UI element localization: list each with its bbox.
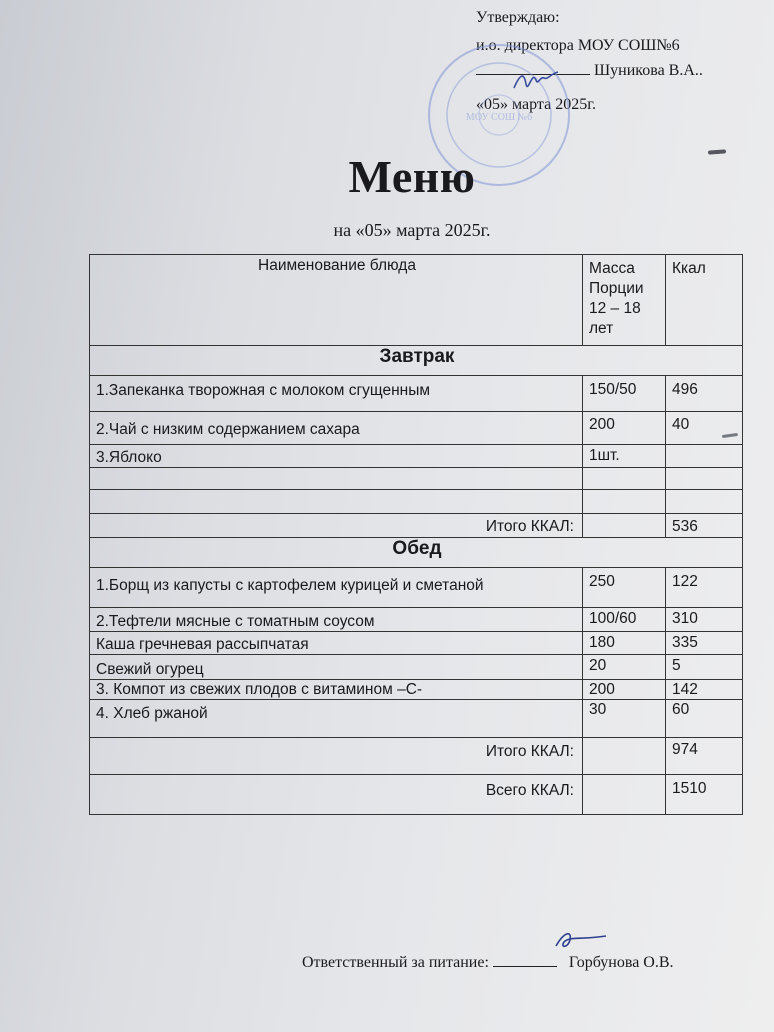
dish-name: 2.Чай с низким содержанием сахара: [90, 412, 583, 445]
table-row: [90, 412, 743, 445]
table-row: [90, 568, 743, 608]
footer-label: Ответственный за питание:: [302, 954, 489, 971]
breakfast-total-mass: [583, 514, 666, 538]
lunch-total-label: Итого ККАЛ:: [90, 738, 583, 775]
director-signature-icon: [512, 66, 562, 96]
dish-name: 1.Борщ из капусты с картофелем курицей и сметаной: [90, 568, 583, 608]
menu-table: [89, 254, 743, 815]
dish-mass: 20: [583, 655, 666, 680]
table-row: [90, 608, 743, 632]
dish-mass: 180: [583, 632, 666, 655]
section-breakfast-label: Завтрак: [90, 346, 743, 376]
dish-name: 4. Хлеб ржаной: [90, 700, 583, 738]
dish-mass: 200: [583, 412, 666, 445]
dish-name: [90, 468, 583, 490]
dish-mass: 250: [583, 568, 666, 608]
table-row: [90, 655, 743, 680]
dish-name: [90, 490, 583, 514]
section-lunch-label: Обед: [90, 538, 743, 568]
page-subtitle: на «05» марта 2025г.: [333, 220, 491, 240]
dish-kcal: 122: [666, 568, 743, 608]
dish-name: Свежий огурец: [90, 655, 583, 680]
table-row: [90, 680, 743, 700]
stamp-text: МОУ СОШ №6: [465, 112, 533, 123]
lunch-total-mass: [583, 738, 666, 775]
page-title: Меню: [348, 151, 476, 202]
dish-name: Каша гречневая рассыпчатая: [90, 632, 583, 655]
dish-kcal: 5: [666, 655, 743, 680]
dish-kcal: [666, 490, 743, 514]
header-kcal: Ккал: [666, 255, 743, 346]
table-row: [90, 376, 743, 412]
lunch-total-value: 974: [666, 738, 743, 775]
approval-signer: Шуникова В.А..: [594, 62, 703, 79]
dish-mass: 100/60: [583, 608, 666, 632]
dish-kcal: 496: [666, 376, 743, 412]
dish-mass: 150/50: [583, 376, 666, 412]
dish-kcal: 60: [666, 700, 743, 738]
table-row: [90, 632, 743, 655]
approval-date: «05» марта 2025г.: [476, 96, 596, 113]
dish-mass: [583, 490, 666, 514]
dish-kcal: 142: [666, 680, 743, 700]
grand-total-label: Всего ККАЛ:: [90, 775, 583, 815]
dish-mass: 1шт.: [583, 445, 666, 468]
grand-total-value: 1510: [666, 775, 743, 815]
dish-mass: 30: [583, 700, 666, 738]
dish-kcal: 40: [666, 412, 743, 445]
approval-heading: Утверждаю:: [476, 9, 560, 26]
header-portion-mass: Масса Порции 12 – 18 лет: [583, 255, 666, 346]
table-row: [90, 490, 743, 514]
footer-signature-underline: [493, 952, 557, 967]
table-header-row: [90, 255, 743, 346]
breakfast-total-label: Итого ККАЛ:: [90, 514, 583, 538]
grand-total-mass: [583, 775, 666, 815]
lunch-total-row: [90, 738, 743, 775]
table-row: [90, 468, 743, 490]
dish-name: 3. Компот из свежих плодов с витамином –С-: [90, 680, 583, 700]
grand-total-row: [90, 775, 743, 815]
table-row: [90, 700, 743, 738]
section-lunch: [90, 538, 743, 568]
footer-responsible: [302, 952, 674, 972]
dish-name: 2.Тефтели мясные с томатным соусом: [90, 608, 583, 632]
dish-name: 3.Яблоко: [90, 445, 583, 468]
approval-position: и.о. директора МОУ СОШ№6: [476, 37, 680, 54]
dish-kcal: [666, 445, 743, 468]
table-row: [90, 445, 743, 468]
header-dish-name: Наименование блюда: [90, 255, 583, 346]
breakfast-total-value: 536: [666, 514, 743, 538]
footer-person: Горбунова О.В.: [568, 954, 674, 971]
dish-mass: [583, 468, 666, 490]
dish-kcal: [666, 468, 743, 490]
dish-kcal: 310: [666, 608, 743, 632]
dish-kcal: 335: [666, 632, 743, 655]
section-breakfast: [90, 346, 743, 376]
breakfast-total-row: [90, 514, 743, 538]
dish-name: 1.Запеканка творожная с молоком сгущенным: [90, 376, 583, 412]
dish-mass: 200: [583, 680, 666, 700]
